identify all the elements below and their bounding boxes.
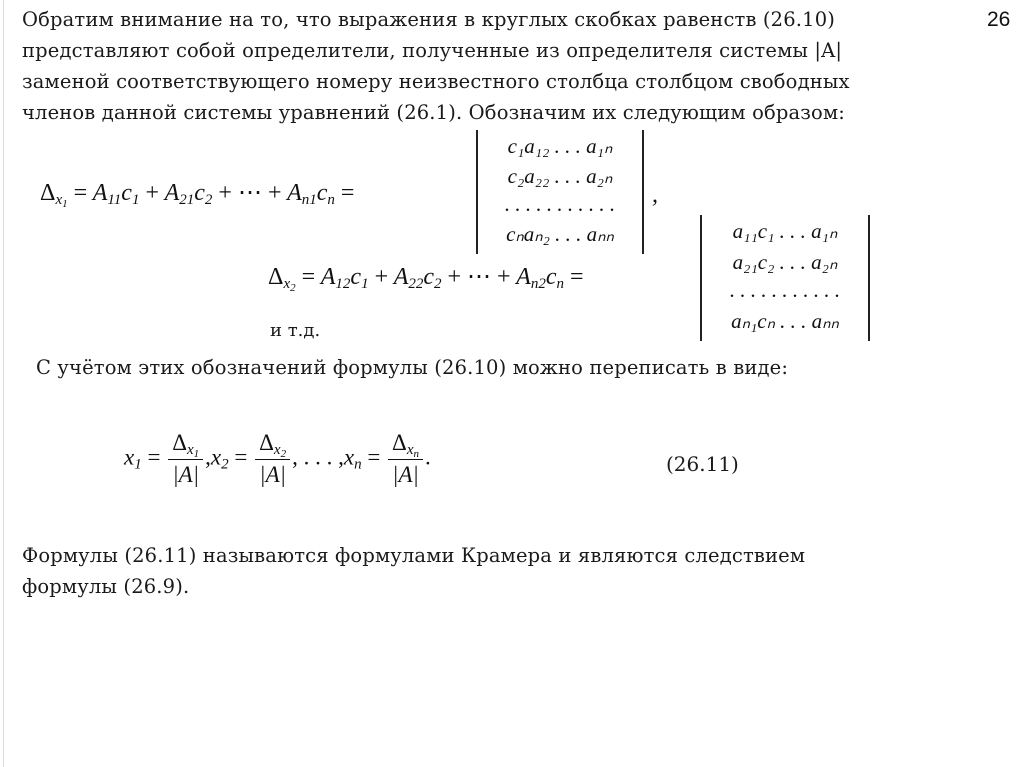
det1-row-3: . . . . . . . . . . . — [504, 192, 616, 216]
etc-label: и т.д. — [270, 320, 321, 341]
fraction-x2: $\frac{\Delta_{x_2}}{|A|}$ — [255, 430, 290, 488]
det1-row-2: c₂a₂₂ . . . a₂ₙ — [507, 164, 613, 188]
intro-line-2: представляют собой определители, полученные из определителя системы |A| — [22, 39, 843, 62]
intro-line-4: членов данной системы уравнений (26.1). Обозначим их следующим образом: — [22, 101, 845, 124]
intro-line-3: заменой соответствующего номеру неизвестного столбца столбцом свободных — [22, 70, 850, 93]
cramer-formulas: $x_1$ = $\frac{\Delta_{x_1}}{|A|}$ $,x_2$ = $\frac{\Delta_{x_2}}{|A|}$ , . . . $,x_n$ = $\frac{\Delta_{x_n}}{|A|}$ . — [124, 430, 431, 487]
determinant-delta-x1 — [476, 130, 644, 254]
conclusion-line-1: Формулы (26.11) называются формулами Крамера и являются следствием — [22, 544, 806, 567]
fraction-x1: $\frac{\Delta_{x_1}}{|A|}$ — [168, 430, 203, 488]
delta-x1-formula: $\Delta_{x_1} = A_{11}c_1 + A_{21}c_2$ + ⋯ + $A_{n1}c_n$ = — [40, 180, 355, 210]
fraction-xn: $\frac{\Delta_{x_n}}{|A|}$ — [388, 430, 423, 488]
page-number: 26 — [987, 8, 1011, 31]
delta-x2-formula: $\Delta_{x_2} = A_{12}c_1 + A_{22}c_2$ + ⋯ + $A_{n2}c_n$ = — [268, 264, 584, 294]
det1-row-1: c₁a₁₂ . . . a₁ₙ — [507, 134, 613, 158]
det2-row-3: . . . . . . . . . . . — [729, 278, 841, 302]
equation-number: (26.11) — [666, 452, 739, 476]
det2-row-1: a₁₁c₁ . . . a₁ₙ — [732, 219, 838, 243]
determinant-delta-x2 — [700, 215, 870, 341]
det2-row-2: a₂₁c₂ . . . a₂ₙ — [732, 250, 838, 274]
conclusion-line-2: формулы (26.9). — [22, 575, 190, 598]
det2-row-4: aₙ₁cₙ . . . aₙₙ — [731, 309, 839, 333]
rewrite-line: С учётом этих обозначений формулы (26.10) можно переписать в виде: — [36, 356, 789, 379]
det1-row-4: cₙaₙ₂ . . . aₙₙ — [506, 222, 614, 246]
slide-left-border — [3, 0, 4, 767]
intro-line-1: Обратим внимание на то, что выражения в круглых скобках равенств (26.10) — [22, 8, 836, 31]
delta-x1-comma: , — [652, 182, 658, 208]
